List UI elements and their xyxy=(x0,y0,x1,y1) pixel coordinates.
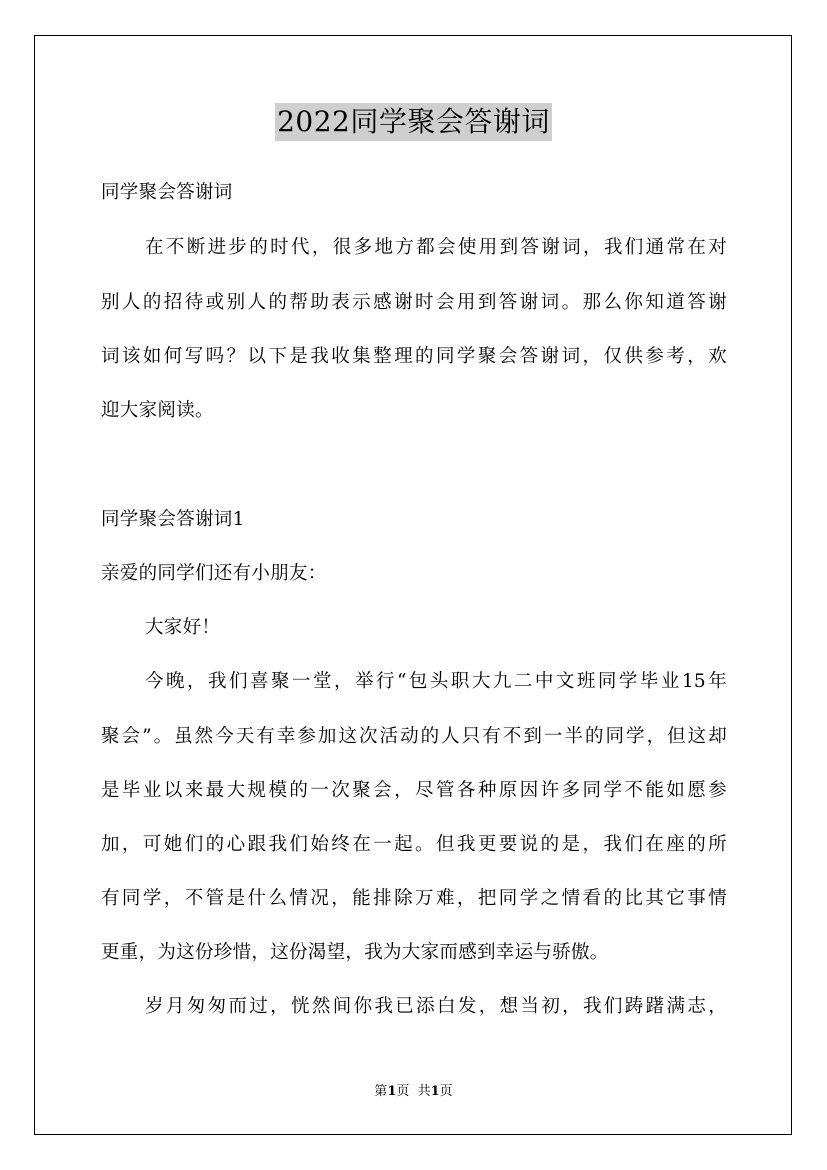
body-line-1: 今晚，我们喜聚一堂，举行“包头职大九二中文班同学毕业15年 xyxy=(145,671,727,692)
body-line-5: 有同学，不管是什么情况，能排除万难，把同学之情看的比其它事情 xyxy=(101,888,727,909)
body-line-2: 聚会”。虽然今天有幸参加这次活动的人只有不到一半的同学，但这却 xyxy=(101,726,727,747)
title-container xyxy=(0,103,827,141)
footer-page-prefix: 第 xyxy=(374,1084,388,1099)
intro-line-2: 别人的招待或别人的帮助表示感谢时会用到答谢词。那么你知道答谢 xyxy=(101,292,727,313)
body-line-4: 加，可她们的心跟我们始终在一起。但我更要说的是，我们在座的所 xyxy=(101,834,727,855)
section-heading: 同学聚会答谢词1 xyxy=(101,509,245,530)
body-line-3: 是毕业以来最大规模的一次聚会，尽管各种原因许多同学不能如愿参 xyxy=(101,780,727,801)
subheading: 同学聚会答谢词 xyxy=(101,182,233,203)
body-line-6: 更重，为这份珍惜，这份渴望，我为大家而感到幸运与骄傲。 xyxy=(101,942,609,963)
document-title: 2022同学聚会答谢词 xyxy=(275,103,552,141)
page-footer xyxy=(0,1083,827,1101)
intro-line-4: 迎大家阅读。 xyxy=(101,400,214,421)
salutation: 亲爱的同学们还有小朋友： xyxy=(101,563,327,584)
footer-page-suffix: 页 xyxy=(439,1084,453,1099)
footer-page-mid: 页 共 xyxy=(396,1084,431,1099)
footer-page-number: 1 xyxy=(387,1084,397,1099)
footer-page-total: 1 xyxy=(430,1084,440,1099)
body-line-7: 岁月匆匆而过，恍然间你我已添白发，想当初，我们踌躇满志， xyxy=(145,996,727,1017)
intro-line-1: 在不断进步的时代，很多地方都会使用到答谢词，我们通常在对 xyxy=(145,237,727,258)
intro-line-3: 词该如何写吗？以下是我收集整理的同学聚会答谢词，仅供参考，欢 xyxy=(101,346,727,367)
greeting: 大家好！ xyxy=(145,617,221,638)
